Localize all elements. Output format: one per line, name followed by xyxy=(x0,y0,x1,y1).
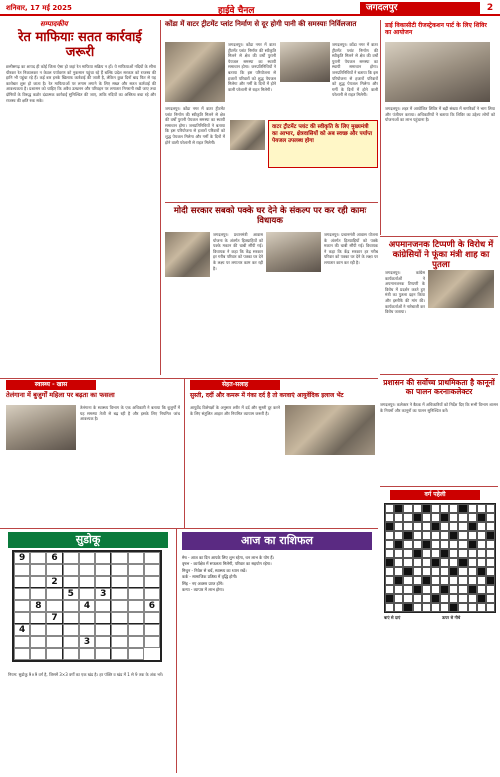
wellness-label: सेहत-सलाह xyxy=(190,380,280,390)
sudoku-cell: 5 xyxy=(63,588,79,600)
story2-headline: मोदी सरकार सबको पक्के घर देने के संकल्प पर कर रही कामः विधायक xyxy=(173,206,367,227)
sudoku-cell xyxy=(14,576,30,588)
down-title: ऊपर से नीचे xyxy=(442,615,461,620)
editorial-label: सम्पादकीय xyxy=(40,20,68,28)
sudoku-cell xyxy=(14,600,30,612)
newspaper-name: हाईवे चैनल xyxy=(218,6,255,16)
sudoku-cell xyxy=(79,648,95,660)
sudoku-cell xyxy=(30,612,46,624)
sudoku-cell: 4 xyxy=(79,600,95,612)
sudoku-cell xyxy=(95,564,111,576)
sudoku-cell xyxy=(128,612,144,624)
sudoku-cell xyxy=(79,576,95,588)
sudoku-cell xyxy=(95,552,111,564)
sudoku-cell xyxy=(111,636,127,648)
main-photo xyxy=(165,42,225,102)
rashi-item: वृषभ - कार्यक्षेत्र में सफलता मिलेगी, परिवार का सहयोग रहेगा। xyxy=(182,561,272,567)
sudoku-cell: 6 xyxy=(144,600,160,612)
sudoku-cell xyxy=(95,624,111,636)
sudoku-cell xyxy=(128,564,144,576)
sudoku-cell xyxy=(46,600,62,612)
side-headline: डाई विकासीटी रीजस्ट्रेकशन पार्ट के लिए शिविर का आयोजन xyxy=(385,22,487,37)
story2-body-col2: जगदलपुर। प्रधानमंत्री आवास योजना के अंतर्गत हितग्राहियों को पक्के मकान की चाबी सौंपी गई। विधायक ने कहा कि केंद्र सरकार हर गरीब परिवार को पक्का घर देने के लक्ष्य पर लगातार काम कर रही है। xyxy=(324,232,378,265)
main-body: जगदलपुर। कोंडा नगर में वाटर ट्रीटमेंट प्लांट निर्माण की स्वीकृति मिलने से क्षेत्र की वर्षों पुरानी पेयजल समस्या का स्थायी समाधान होगा। जनप्रतिनिधियों ने बताया कि इस परियोजना से हजारों परिवारों को शुद्ध पेयजल मिलेगा और गर्मी के दिनों में होने वाली परेशानी से राहत मिलेगी। xyxy=(228,42,276,92)
sudoku-cell xyxy=(63,564,79,576)
rashi-item: कन्या - व्यापार में लाभ होगा। xyxy=(182,586,224,592)
sudoku-cell xyxy=(144,636,160,648)
sudoku-cell xyxy=(46,588,62,600)
sudoku-cell xyxy=(111,564,127,576)
sudoku-cell xyxy=(14,588,30,600)
story3-body: जगदलपुर। कांग्रेस कार्यकर्ताओं ने अपमानजनक टिप्पणी के विरोध में प्रदर्शन करते हुए मंत्री का पुतला दहन किया और इस्तीफे की मांग की। कार्यकर्ताओं ने नारेबाजी कर विरोध जताया। xyxy=(385,270,425,315)
sudoku-cell xyxy=(144,588,160,600)
sudoku-cell xyxy=(79,612,95,624)
sudoku-cell xyxy=(79,564,95,576)
crossword-label: वर्ग पहेली xyxy=(390,490,480,500)
sudoku-cell xyxy=(30,588,46,600)
sudoku-cell: 9 xyxy=(14,552,30,564)
rashifal-label: आज का राशिफल xyxy=(182,532,372,550)
sudoku-cell xyxy=(95,600,111,612)
sudoku-cell xyxy=(144,564,160,576)
sudoku-cell xyxy=(63,552,79,564)
sudoku-cell xyxy=(128,552,144,564)
sudoku-cell xyxy=(46,636,62,648)
editorial-body: छत्तीसगढ़ का शायद ही कोई जिला ऐसा हो जहां रेत माफिया सक्रिय न हों। ये माफियाओं नदियों के सीना चीरकर रेत निकालकर न केवल पर्यावरण को नुकसान पहुंचा रहे हैं बल्कि प्रदेश सरकार को राजस्व की हानि भी पहुंचा रहे हैं। कई बार इनके खिलाफ कार्रवाई की जाती है, लेकिन कुछ दिनों बाद फिर से यह कारोबार शुरू हो जाता है। रेत माफियाओं पर लगाम लगाने के लिए सख्त और सतत कार्रवाई की आवश्यकता है। प्रशासन को चाहिए कि अवैध उत्खनन और परिवहन पर लगातार निगरानी रखी जाए तथा दोषियों के विरुद्ध कठोर दंडात्मक कार्रवाई सुनिश्चित की जाए, ताकि नदियों का अस्तित्व बचा रहे और राजस्व की क्षति रुक सके। xyxy=(6,64,156,103)
sudoku-cell xyxy=(63,612,79,624)
story2-photo xyxy=(165,232,210,277)
story4-headline: प्रशासन की सर्वोच्च प्राथमिकता है कानूनों का पालन करनाःकलेक्टर xyxy=(383,378,495,396)
sudoku-cell xyxy=(111,576,127,588)
sudoku-cell xyxy=(63,636,79,648)
sudoku-cell xyxy=(30,648,46,660)
sudoku-cell xyxy=(46,624,62,636)
sudoku-cell xyxy=(63,648,79,660)
sudoku-cell xyxy=(30,624,46,636)
sudoku-cell xyxy=(63,576,79,588)
sudoku-cell xyxy=(95,576,111,588)
sudoku-cell xyxy=(111,600,127,612)
crossword-grid xyxy=(384,503,496,613)
sudoku-cell xyxy=(144,624,160,636)
main-quote: वाटर ट्रीटमेंट प्लांट की स्वीकृति के लिए मुख्यमंत्री का आभार, क्षेत्रवासियों को अब स्वच्छ और पर्याप्त पेयजल उपलब्ध होगा xyxy=(268,120,378,168)
sudoku-cell xyxy=(111,552,127,564)
sudoku-cell xyxy=(14,648,30,660)
sudoku-cell xyxy=(30,564,46,576)
rashi-item: कर्क - सामाजिक प्रतिष्ठा में वृद्धि होगी। xyxy=(182,574,238,580)
page-number: 2 xyxy=(486,3,494,13)
editorial-title: रेत माफियाः सतत कार्रवाई जरूरी xyxy=(18,30,142,60)
sudoku-cell xyxy=(111,588,127,600)
sudoku-cell xyxy=(63,600,79,612)
story3-photo xyxy=(428,270,494,308)
sudoku-note: नियम: सुडोकू 9×9 वर्ग है, जिसमें 3×3 वर्गों का एक खंड है। हर पंक्ति व खंड में 1 से 9 तक के अंक भरें। xyxy=(8,672,164,677)
issue-date: शनिवार, 17 मई 2025 xyxy=(6,4,72,12)
rashi-item: मिथुन - निवेश से बचें, स्वास्थ्य का ध्यान रखें। xyxy=(182,567,247,573)
sudoku-cell xyxy=(30,552,46,564)
sudoku-cell: 3 xyxy=(95,588,111,600)
main-headline: कोंडा में वाटर ट्रीटमेंट प्लांट निर्माण से दूर होगी पानी की समस्याः निर्विलजात xyxy=(165,20,357,28)
sudoku-cell: 4 xyxy=(14,624,30,636)
sudoku-cell: 2 xyxy=(46,576,62,588)
wellness-body: आयुर्वेद विशेषज्ञों के अनुसार शरीर में दर्द और सुस्ती दूर करने के लिए संतुलित आहार और नियमित व्यायाम जरूरी है। xyxy=(190,405,280,416)
across-title: बाएं से दाएं xyxy=(384,615,401,620)
wellness-headline: सुस्ती, दर्दी और कमरू में गंका दर्द है तो करवाएं आयुर्वेदिक इलाज भेंट xyxy=(190,392,344,399)
rashi-item: मेष - आज का दिन आपके लिए शुभ रहेगा, धन लाभ के योग हैं। xyxy=(182,555,275,560)
sudoku-cell xyxy=(30,636,46,648)
sudoku-cell xyxy=(79,624,95,636)
main-body-cont: जगदलपुर। कोंडा नगर में वाटर ट्रीटमेंट प्लांट निर्माण की स्वीकृति मिलने से क्षेत्र की वर्षों पुरानी पेयजल समस्या का स्थायी समाधान होगा। जनप्रतिनिधियों ने बताया कि इस परियोजना से हजारों परिवारों को शुद्ध पेयजल मिलेगा और गर्मी के दिनों में होने वाली परेशानी से राहत मिलेगी। xyxy=(165,106,225,145)
side-photo xyxy=(385,42,490,102)
sudoku-cell xyxy=(46,564,62,576)
story2-photo-2 xyxy=(266,232,321,272)
sudoku-cell xyxy=(95,612,111,624)
health-photo xyxy=(6,405,76,450)
sudoku-cell xyxy=(14,636,30,648)
health-body: तेलंगाना के स्वास्थ्य विभाग के एक अधिकारी ने बताया कि बुजुर्गों में यह समस्या तेजी से बढ़ रही है और इसके लिए नियमित जांच आवश्यक है। xyxy=(80,405,180,422)
sudoku-cell xyxy=(95,636,111,648)
sudoku-cell xyxy=(79,552,95,564)
sudoku-cell xyxy=(111,612,127,624)
sudoku-grid xyxy=(12,550,162,662)
sudoku-cell xyxy=(95,648,111,660)
sudoku-cell xyxy=(128,600,144,612)
sudoku-cell: 3 xyxy=(79,636,95,648)
sudoku-cell xyxy=(144,576,160,588)
sudoku-cell xyxy=(144,612,160,624)
sudoku-cell xyxy=(128,636,144,648)
sudoku-cell xyxy=(128,588,144,600)
city-label: जगदलपुर xyxy=(360,2,480,15)
health-headline: तेलंगाना में बुजुर्गों महिला पर बढ़ता का फसला xyxy=(6,391,115,399)
side-body: जगदलपुर। शहर में आयोजित शिविर में बड़ी संख्या में नागरिकों ने भाग लिया और पंजीयन कराया। अधिकारियों ने बताया कि शिविर का उद्देश्य लोगों को योजनाओं का लाभ पहुंचाना है। xyxy=(385,106,495,123)
sudoku-cell xyxy=(46,648,62,660)
sudoku-cell: 8 xyxy=(30,600,46,612)
main-body-col3: जगदलपुर। कोंडा नगर में वाटर ट्रीटमेंट प्लांट निर्माण की स्वीकृति मिलने से क्षेत्र की वर्षों पुरानी पेयजल समस्या का स्थायी समाधान होगा। जनप्रतिनिधियों ने बताया कि इस परियोजना से हजारों परिवारों को शुद्ध पेयजल मिलेगा और गर्मी के दिनों में होने वाली परेशानी से राहत मिलेगी। xyxy=(332,42,378,98)
main-photo-3 xyxy=(230,120,265,150)
sudoku-cell xyxy=(14,564,30,576)
story2-body: जगदलपुर। प्रधानमंत्री आवास योजना के अंतर्गत हितग्राहियों को पक्के मकान की चाबी सौंपी गई। विधायक ने कहा कि केंद्र सरकार हर गरीब परिवार को पक्का घर देने के लक्ष्य पर लगातार काम कर रही है। xyxy=(213,232,263,271)
sudoku-cell xyxy=(30,576,46,588)
sudoku-cell xyxy=(128,648,144,660)
sudoku-cell xyxy=(14,612,30,624)
sudoku-label: सुडोकू xyxy=(8,532,168,548)
sudoku-cell xyxy=(128,576,144,588)
sudoku-cell xyxy=(63,624,79,636)
health-label: स्वास्थ्य - खास xyxy=(6,380,96,390)
main-photo-2 xyxy=(280,42,330,82)
sudoku-cell xyxy=(128,624,144,636)
wellness-photo xyxy=(285,405,375,455)
sudoku-cell xyxy=(111,624,127,636)
rashifal-list xyxy=(182,555,372,770)
sudoku-cell xyxy=(79,588,95,600)
sudoku-cell: 7 xyxy=(46,612,62,624)
story4-body: जगदलपुर। कलेक्टर ने बैठक में अधिकारियों को निर्देश दिए कि सभी विभाग शासन के नियमों और कानूनों का पालन सुनिश्चित करें। xyxy=(380,402,498,413)
story3-headline: अपमानजनक टिप्पणी के विरोध में कांग्रेसियों ने फूंका मंत्री शाह का पुतला xyxy=(388,240,494,271)
sudoku-cell xyxy=(111,648,127,660)
sudoku-cell: 6 xyxy=(46,552,62,564)
sudoku-cell xyxy=(144,552,160,564)
rashi-item: सिंह - नए अवसर प्राप्त होंगे। xyxy=(182,580,224,586)
